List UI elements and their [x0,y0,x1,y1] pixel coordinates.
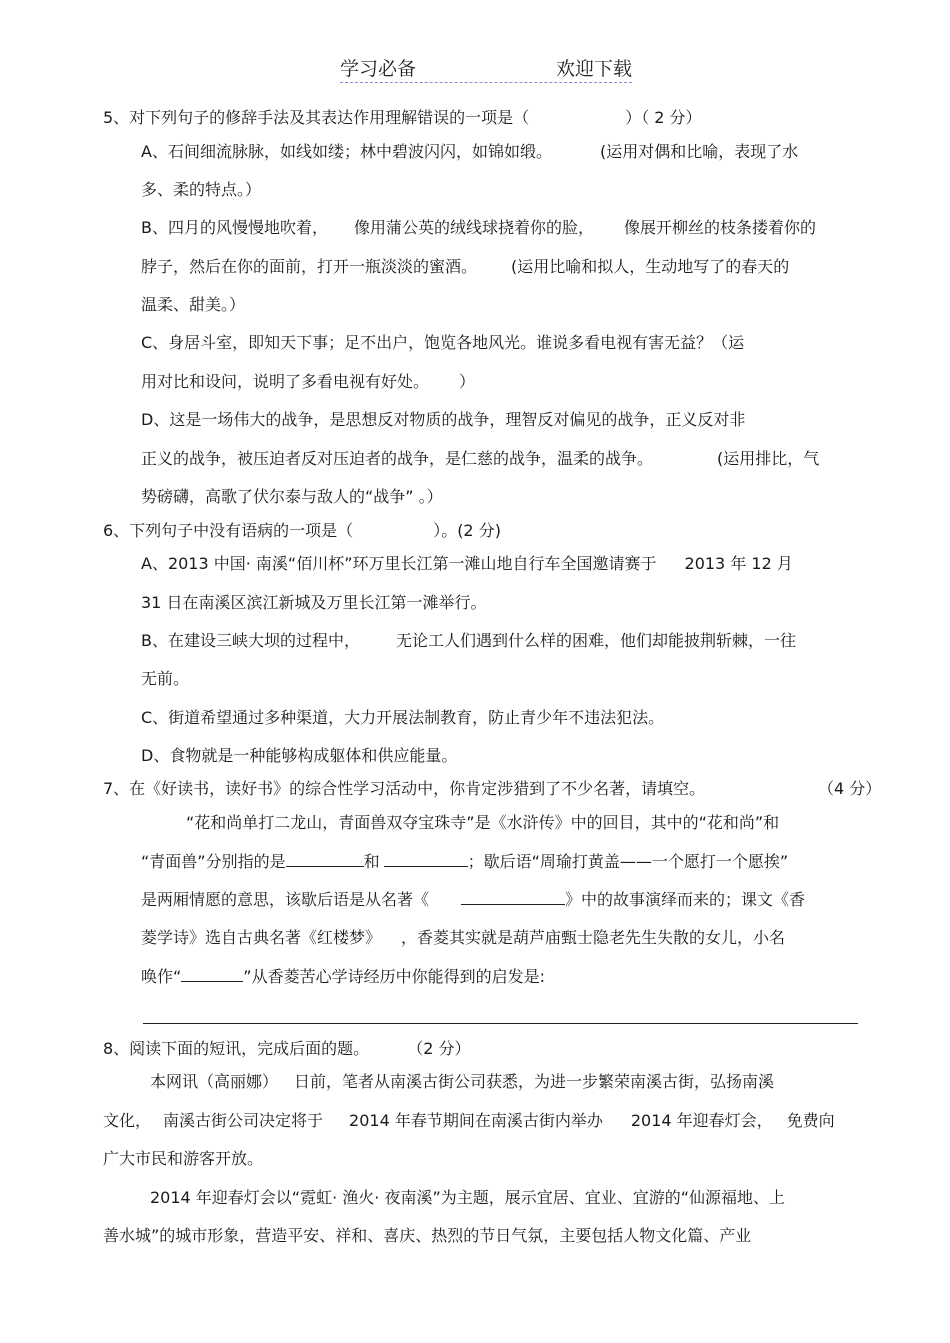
question-5-option-a: A、石间细流脉脉，如线如缕；林中碧波闪闪，如锦如缎。 (运用对偶和比喻，表现了水 [141,142,799,161]
question-7-line-1: “花和尚单打二龙山，青面兽双夺宝珠寺”是《水浒传》中的回目，其中的“花和尚”和 [186,813,780,832]
article-line-2: 文化， 南溪古街公司决定将于 2014 年春节期间在南溪古街内举办 2014 年迎春灯会， 免费向 [103,1111,835,1130]
question-7-line-3: 是两厢情愿的意思，该歇后语是从名著《 》中的故事演绎而来的；课文《香 [141,890,806,909]
header-left: 学习必备 [340,58,417,80]
question-5-option-c: C、身居斗室，即知天下事；足不出户，饱览各地风光。谁说多看电视有害无益？（运 [141,333,745,352]
question-6-option-a-cont: 31 日在南溪区滨江新城及万里长江第一滩举行。 [141,593,487,612]
question-6-option-a: A、2013 中国· 南溪“佰川杯”环万里长江第一滩山地自行车全国邀请赛于 2013 年 12 月 [141,554,793,573]
article-line-3: 广大市民和游客开放。 [103,1149,264,1168]
question-5-option-d-cont: 正义的战争，被压迫者反对压迫者的战争，是仁慈的战争，温柔的战争。 (运用排比，气 [141,449,820,468]
page-header [340,54,632,83]
fill-blank-1[interactable] [286,850,364,867]
question-6-option-b: B、在建设三峡大坝的过程中， 无论工人们遇到什么样的困难，他们却能披荆斩棘，一往 [141,631,796,650]
question-5-option-c-cont: 用对比和设问，说明了多看电视有好处。 ） [141,372,476,391]
fill-blank-4[interactable] [181,965,243,982]
question-7-line-5: 唤作“ ”从香菱苦心学诗经历中你能得到的启发是: [141,967,545,986]
answer-line[interactable] [143,1023,858,1024]
fill-blank-2[interactable] [384,850,468,867]
question-7-stem: 7、在《好读书，读好书》的综合性学习活动中，你肯定涉猎到了不少名著，请填空。 [103,779,706,798]
question-5-option-a-cont: 多、柔的特点。） [141,180,262,199]
question-7-line-4: 菱学诗》选自古典名著《红楼梦》 ，香菱其实就是葫芦庙甄士隐老先生失散的女儿，小名 [141,928,786,947]
question-5-option-d: D、这是一场伟大的战争，是思想反对物质的战争，理智反对偏见的战争，正义反对非 [141,410,746,429]
header-right: 欢迎下载 [555,58,632,80]
article-line-4: 2014 年迎春灯会以“霓虹· 渔火· 夜南溪”为主题，展示宜居、宜业、宜游的“仙源福地、上 [150,1188,786,1207]
question-8-stem: 8、阅读下面的短讯，完成后面的题。 （2 分） [103,1039,471,1058]
article-line-1: 本网讯（高丽娜） 日前，笔者从南溪古街公司获悉，为进一步繁荣南溪古街，弘扬南溪 [150,1072,775,1091]
question-5-option-b-cont2: 温柔、甜美。） [141,295,246,314]
question-6-option-d: D、食物就是一种能够构成躯体和供应能量。 [141,746,458,765]
question-5-option-d-cont2: 势磅礴，高歌了伏尔泰与敌人的“战争” 。） [141,487,443,506]
fill-blank-3[interactable] [461,888,565,905]
question-6-stem: 6、下列句子中没有语病的一项是（ ）。(2 分) [103,521,501,540]
question-7-score: （4 分） [818,779,882,798]
question-5-stem: 5、对下列句子的修辞手法及其表达作用理解错误的一项是（ ）（ 2 分） [103,108,702,127]
question-5-option-b: B、四月的风慢慢地吹着， 像用蒲公英的绒线球挠着你的脸， 像展开柳丝的枝条搂着你的 [141,218,817,237]
article-line-5: 善水城”的城市形象，营造平安、祥和、喜庆、热烈的节日气氛，主要包括人物文化篇、产业 [103,1226,752,1245]
question-6-option-b-cont: 无前。 [141,669,190,688]
question-6-option-c: C、街道希望通过多种渠道，大力开展法制教育，防止青少年不违法犯法。 [141,708,665,727]
question-7-line-2: “青面兽”分别指的是 和 ；歇后语“周瑜打黄盖——一个愿打一个愿挨” [141,852,789,871]
question-5-option-b-cont: 脖子，然后在你的面前，打开一瓶淡淡的蜜酒。 (运用比喻和拟人，生动地写了的春天的 [141,257,790,276]
